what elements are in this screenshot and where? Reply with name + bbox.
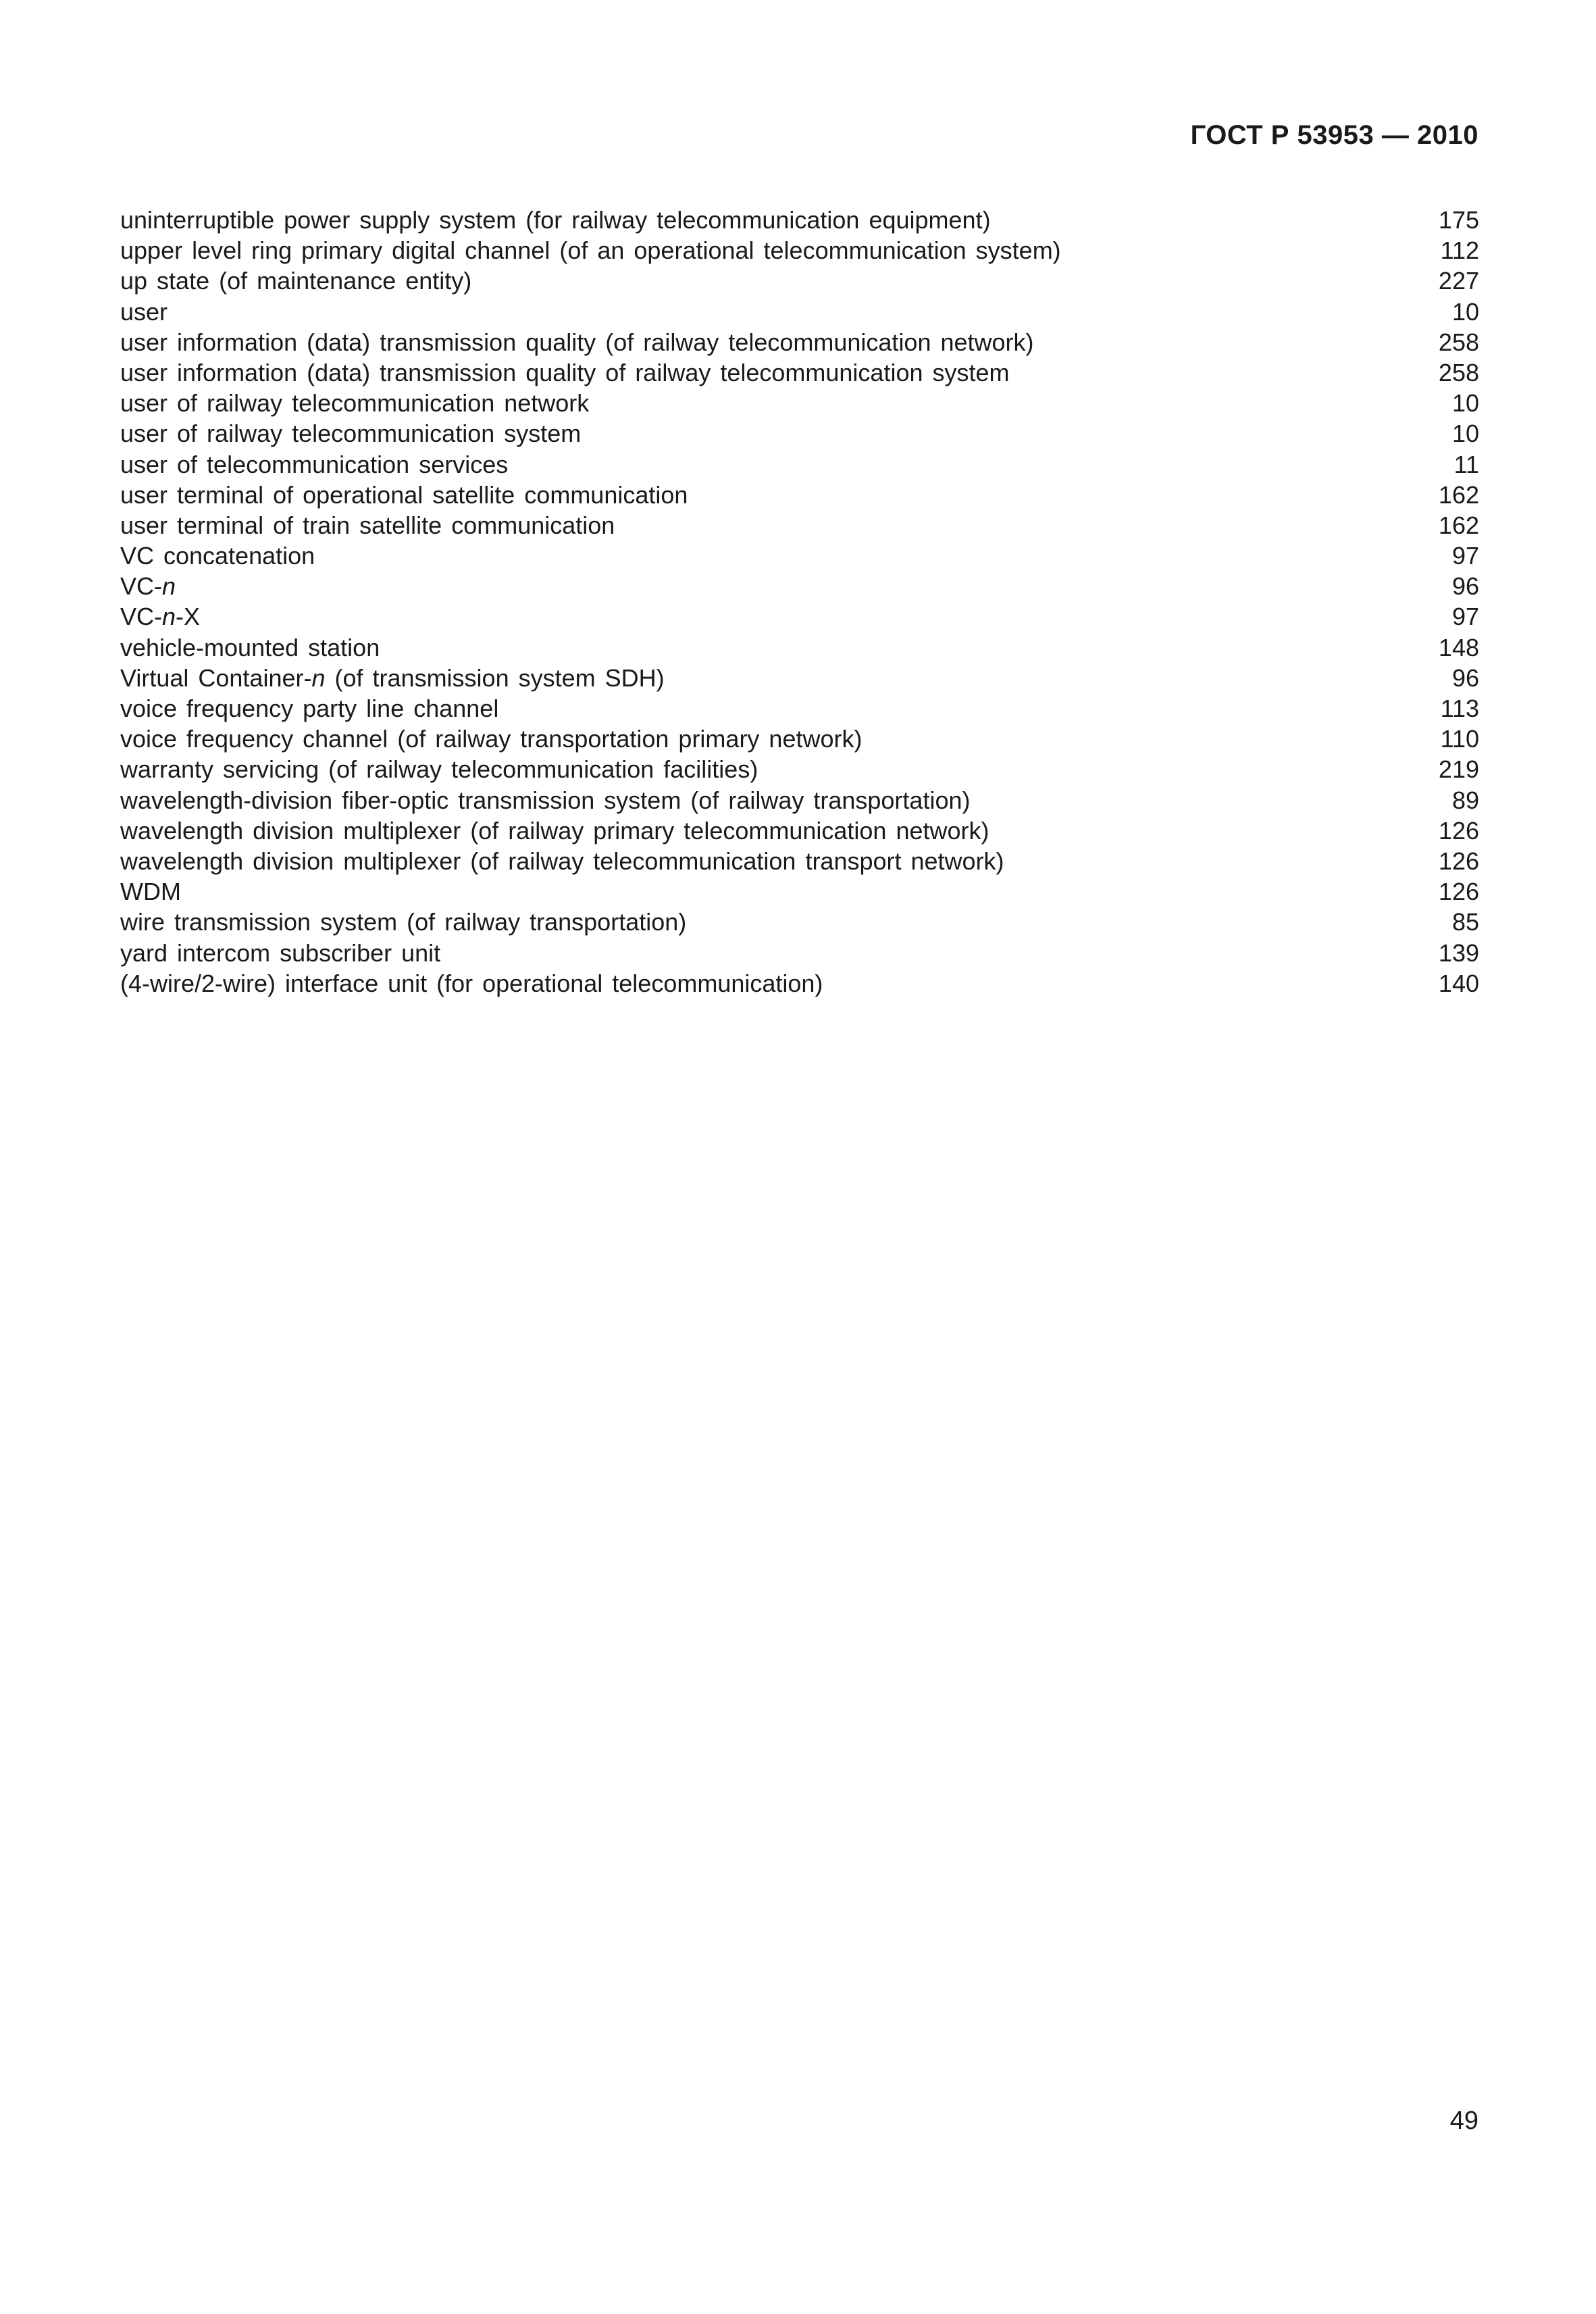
index-entry (120, 205, 1479, 235)
index-entry (120, 449, 1479, 480)
index-term: voice frequency channel (of railway transportation primary network) (120, 725, 863, 753)
index-entry (120, 480, 1479, 510)
index-term: wavelength-division fiber-optic transmission system (of railway transportation) (120, 786, 971, 814)
index-page-ref: 162 (1438, 511, 1479, 539)
index-page-ref: 10 (1451, 420, 1479, 448)
index-term: user information (data) transmission quality of railway telecommunication system (120, 358, 1010, 386)
index-term: uninterruptible power supply system (for railway telecommunication equipment) (120, 206, 991, 234)
index-page-ref: 96 (1451, 572, 1479, 601)
index-page-ref: 148 (1438, 633, 1479, 661)
index-entry (120, 815, 1479, 846)
index-page-ref: 258 (1438, 358, 1479, 386)
index-term (120, 663, 665, 693)
index-term-prefix: VC- (120, 603, 162, 631)
running-header-standard-id: ГОСТ Р 53953 — 2010 (1190, 120, 1478, 150)
index-entry (120, 754, 1479, 784)
index-term: VC concatenation (120, 542, 315, 570)
index-page-ref: 89 (1451, 786, 1479, 814)
index-term-suffix: (of transmission system SDH) (325, 663, 665, 692)
index-page-ref: 258 (1438, 328, 1479, 356)
index-entry (120, 846, 1479, 876)
index-entry (120, 938, 1479, 968)
index-term: vehicle-mounted station (120, 633, 380, 661)
index-term: user information (data) transmission quality (of railway telecommunication network) (120, 328, 1034, 356)
index-page-ref: 175 (1438, 206, 1479, 234)
index-entry (120, 724, 1479, 754)
index-term: user terminal of operational satellite communication (120, 480, 688, 509)
index-entry (120, 785, 1479, 815)
index-term: upper level ring primary digital channel (of an operational telecommunication system) (120, 236, 1061, 265)
index-entry (120, 632, 1479, 663)
index-entry (120, 968, 1479, 999)
index-term: user of railway telecommunication network (120, 389, 590, 418)
index-term (120, 571, 176, 601)
index-page-ref: 10 (1451, 297, 1479, 326)
index-term: wire transmission system (of railway transportation) (120, 908, 687, 936)
index-entry (120, 540, 1479, 571)
index-page-ref: 126 (1438, 816, 1479, 845)
index-entry (120, 693, 1479, 724)
index-page-ref: 126 (1438, 847, 1479, 875)
index-term: (4-wire/2-wire) interface unit (for operational telecommunication) (120, 969, 823, 997)
index-page-ref: 97 (1451, 542, 1479, 570)
index-term: user (120, 297, 168, 326)
index-entry (120, 266, 1479, 296)
index-entry (120, 357, 1479, 388)
index-page-ref: 85 (1451, 908, 1479, 936)
index-entry (120, 235, 1479, 266)
index-page-ref: 162 (1438, 480, 1479, 509)
index-term-italic: n (162, 603, 176, 631)
index-page-ref: 227 (1438, 267, 1479, 295)
index-page-ref: 10 (1451, 389, 1479, 418)
index-page-ref: 97 (1451, 603, 1479, 631)
index-entry (120, 876, 1479, 907)
index-term: wavelength division multiplexer (of railway primary telecommunication network) (120, 816, 989, 845)
index-page-ref: 11 (1453, 450, 1479, 478)
index-entry (120, 907, 1479, 937)
index-term: wavelength division multiplexer (of railway telecommunication transport network) (120, 847, 1004, 875)
index-entry (120, 601, 1479, 632)
index-page-ref: 139 (1438, 938, 1479, 967)
index-term-italic: n (311, 663, 326, 692)
index-entry (120, 571, 1479, 601)
index-term: WDM (120, 878, 181, 906)
index-term: warranty servicing (of railway telecommunication facilities) (120, 755, 758, 784)
index-page-ref: 126 (1438, 878, 1479, 906)
index-entry (120, 663, 1479, 693)
index-term: user of telecommunication services (120, 450, 509, 478)
index-term: user of railway telecommunication system (120, 420, 582, 448)
index-term: user terminal of train satellite communication (120, 511, 615, 539)
index-entry (120, 418, 1479, 449)
index-term-prefix: VC- (120, 572, 162, 601)
index-term-suffix: -X (176, 603, 201, 631)
index-term: up state (of maintenance entity) (120, 267, 472, 295)
index-entry (120, 510, 1479, 540)
index-term: yard intercom subscriber unit (120, 938, 441, 967)
index-entry (120, 327, 1479, 357)
index-page-ref: 112 (1440, 236, 1479, 265)
index-entry (120, 297, 1479, 327)
index-term-italic: n (162, 572, 176, 601)
page-number: 49 (1449, 2107, 1478, 2135)
alphabetical-index-list (120, 205, 1479, 999)
index-term (120, 601, 200, 632)
index-entry (120, 388, 1479, 418)
index-page-ref: 96 (1451, 663, 1479, 692)
index-page-ref: 113 (1440, 695, 1479, 722)
index-term-prefix: Virtual Container- (120, 663, 312, 692)
index-page-ref: 219 (1438, 755, 1479, 784)
index-term: voice frequency party line channel (120, 695, 499, 722)
index-page-ref: 140 (1438, 969, 1479, 997)
index-page-ref: 110 (1440, 725, 1479, 753)
